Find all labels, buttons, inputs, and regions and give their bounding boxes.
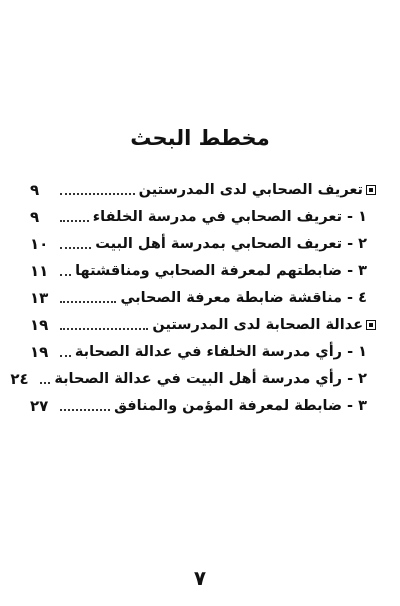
toc-entry-page: ١١ xyxy=(30,261,49,280)
dot-leader xyxy=(60,409,110,411)
toc-entry-label: عدالة الصحابة لدى المدرستين xyxy=(152,316,363,333)
toc-entry-page: ١٩ xyxy=(30,315,49,334)
toc-entry-page: ٩ xyxy=(30,180,40,199)
dot-leader xyxy=(60,301,116,303)
page-number: ٧ xyxy=(193,566,207,590)
toc-row xyxy=(30,230,376,257)
square-bullet-icon xyxy=(366,320,376,330)
toc-row xyxy=(10,365,376,392)
toc-entry-label: تعريف الصحابي لدى المدرستين xyxy=(138,181,363,198)
toc-row xyxy=(30,338,376,365)
toc-entry-page: ١٠ xyxy=(30,234,49,253)
toc-row xyxy=(30,392,376,419)
dot-leader xyxy=(60,355,71,357)
square-bullet-icon xyxy=(366,185,376,195)
toc-entry-label: ٢ - تعريف الصحابي بمدرسة أهل البيت xyxy=(95,235,367,252)
toc-row xyxy=(30,284,376,311)
toc-row xyxy=(30,257,376,284)
toc-entry-label: ١ - رأي مدرسة الخلفاء في عدالة الصحابة xyxy=(74,343,367,360)
dot-leader xyxy=(60,328,148,330)
dot-leader xyxy=(60,274,71,276)
toc-entry-page: ١٣ xyxy=(30,288,49,307)
dot-leader xyxy=(60,220,89,222)
toc-row xyxy=(30,176,376,203)
toc-row xyxy=(30,311,376,338)
dot-leader xyxy=(60,247,91,249)
toc-entry-label: ٣ - ضابطتهم لمعرفة الصحابي ومناقشتها xyxy=(75,262,367,279)
toc-entry-label: ٤ - مناقشة ضابطة معرفة الصحابي xyxy=(120,289,367,306)
table-of-contents xyxy=(10,176,376,419)
toc-entry-page: ١٩ xyxy=(30,342,49,361)
toc-entry-label: ٣ - ضابطة لمعرفة المؤمن والمنافق xyxy=(114,397,367,414)
toc-entry-label: ٢ - رأي مدرسة أهل البيت في عدالة الصحابة xyxy=(54,370,367,387)
toc-entry-page: ٢٤ xyxy=(10,369,29,388)
toc-entry-label: ١ - تعريف الصحابي في مدرسة الخلفاء xyxy=(92,208,367,225)
toc-entry-page: ٩ xyxy=(30,207,40,226)
dot-leader xyxy=(60,193,135,195)
dot-leader xyxy=(40,382,50,384)
toc-entry-page: ٢٧ xyxy=(30,396,49,415)
toc-row xyxy=(30,203,376,230)
page-title: مخطط البحث xyxy=(130,126,270,150)
